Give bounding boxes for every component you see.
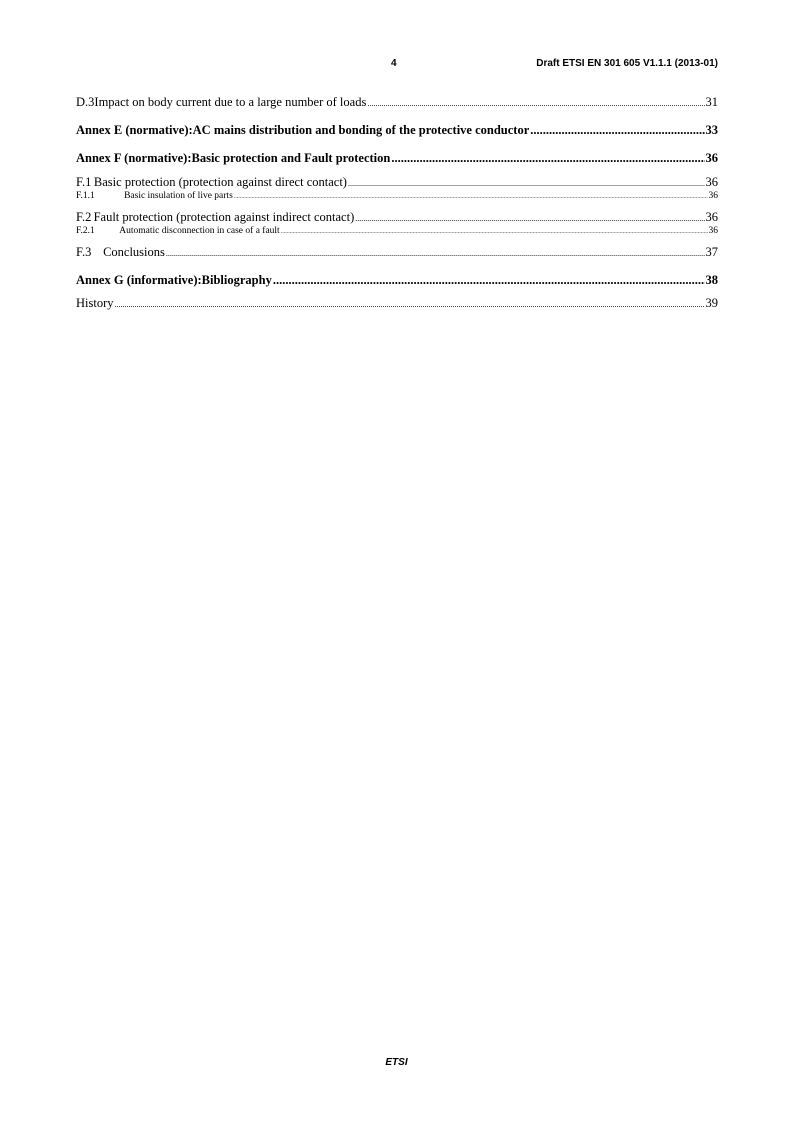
toc-entry-page: 39	[705, 296, 718, 310]
toc-entry-page: 36	[705, 175, 718, 189]
toc-entry-title: Basic protection (protection against direct contact)	[93, 175, 347, 189]
toc-entry-number: Annex G (informative):	[76, 273, 202, 287]
toc-entry-page: 33	[705, 123, 718, 137]
toc-leader-dots	[355, 210, 704, 227]
toc-entry-annex-g[interactable]	[76, 272, 718, 289]
toc-leader-dots	[166, 245, 705, 262]
toc-entry-title: History	[76, 296, 114, 310]
toc-leader-dots	[348, 175, 705, 192]
toc-entry-number: F.3	[76, 245, 92, 259]
toc-entry-title: Basic insulation of live parts	[124, 191, 233, 201]
toc-entry-page: 31	[705, 95, 718, 109]
toc-entry-f1-1[interactable]	[76, 191, 718, 202]
toc-entry-number: F.1.1	[76, 191, 95, 201]
toc-entry-number: Annex F (normative):	[76, 151, 192, 165]
toc-entry-page: 36	[705, 151, 718, 165]
toc-entry-f3[interactable]	[76, 244, 718, 261]
toc-entry-number: D.3	[76, 95, 95, 109]
toc-leader-dots	[367, 95, 704, 112]
table-of-contents	[76, 94, 718, 312]
toc-entry-number: F.2	[76, 210, 92, 224]
toc-entry-annex-f[interactable]	[76, 150, 718, 167]
toc-entry-page: 36	[705, 210, 718, 224]
toc-leader-dots	[273, 272, 705, 289]
toc-entry-page: 36	[708, 226, 718, 236]
toc-entry-title: Fault protection (protection against indirect contact)	[93, 210, 355, 224]
toc-entry-page: 36	[708, 191, 718, 201]
page-header	[76, 58, 718, 72]
toc-entry-f2-1[interactable]	[76, 226, 718, 237]
document-reference: Draft ETSI EN 301 605 V1.1.1 (2013-01)	[536, 58, 718, 69]
toc-entry-title: Bibliography	[201, 273, 272, 287]
toc-entry-number: Annex E (normative):	[76, 123, 193, 137]
toc-entry-title: Impact on body current due to a large number of loads	[94, 95, 367, 109]
toc-entry-title: Basic protection and Fault protection	[191, 151, 391, 165]
toc-entry-title: Conclusions	[103, 245, 165, 259]
toc-entry-page: 38	[705, 273, 718, 287]
toc-entry-title: Automatic disconnection in case of a fault	[119, 226, 280, 236]
toc-entry-number: F.1	[76, 175, 92, 189]
page-number: 4	[391, 58, 397, 69]
toc-leader-dots	[530, 122, 704, 139]
toc-entry-annex-e[interactable]	[76, 122, 718, 139]
toc-leader-dots	[234, 192, 708, 203]
toc-leader-dots	[115, 296, 705, 313]
toc-entry-history[interactable]	[76, 295, 718, 312]
toc-entry-f2[interactable]	[76, 209, 718, 226]
toc-leader-dots	[391, 150, 704, 167]
toc-entry-page: 37	[705, 245, 718, 259]
toc-entry-d3[interactable]	[76, 94, 718, 111]
toc-entry-title: AC mains distribution and bonding of the protective conductor	[192, 123, 530, 137]
toc-entry-number: F.2.1	[76, 226, 95, 236]
toc-leader-dots	[281, 227, 708, 238]
page-footer: ETSI	[385, 1057, 408, 1068]
toc-entry-f1[interactable]	[76, 174, 718, 191]
